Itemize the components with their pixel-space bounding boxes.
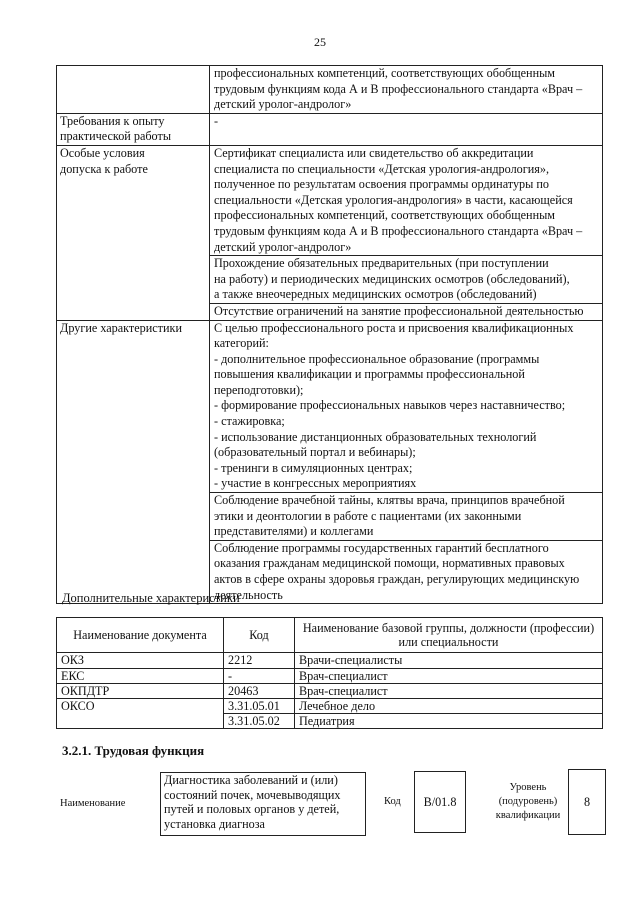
row-label: Другие характеристики [57, 320, 210, 604]
table-row [57, 66, 603, 114]
cell-code: 20463 [224, 683, 295, 698]
cell-name: Врач-специалист [295, 683, 603, 698]
section-title: 3.2.1. Трудовая функция [62, 743, 205, 758]
cell-code: - [224, 668, 295, 683]
table-row [57, 113, 603, 145]
paragraph: Отсутствие ограничений на занятие профессиональной деятельностью [210, 303, 602, 320]
header-doc: Наименование документа [57, 618, 224, 653]
table-row [57, 699, 603, 714]
qualification-table [56, 65, 603, 604]
function-name-label: Наименование [60, 798, 126, 809]
paragraph: Соблюдение программы государственных гарантий бесплатного оказания гражданам медицинской помощи, нормативных правовых актов в сфере охраны здоровья граждан, регулирующих медицинскую деятельность [210, 540, 602, 603]
cell-name: Педиатрия [295, 714, 603, 729]
table-header [57, 618, 603, 653]
table-row [57, 668, 603, 683]
cell-code: 3.31.05.02 [224, 714, 295, 729]
row-content [210, 113, 603, 145]
header-name: Наименование базовой группы, должности (профессии) или специальности [295, 618, 603, 653]
additional-table [56, 617, 603, 729]
row-content [210, 145, 603, 320]
cell-doc: ЕКС [57, 668, 224, 683]
function-code-box: В/01.8 [414, 771, 466, 833]
paragraph: Сертификат специалиста или свидетельство об аккредитации специалиста по специальности «Детская урология-андрология», полученное по результатам освоения программы ординатуры по специальности «Детская урология-андрология» в части, касающейся профессиональных компетенций, соответствующих обобщенным трудовым функциям кода А и В профессионального стандарта «Врач – детский уролог-андролог» [214, 145, 583, 254]
paragraph: профессиональных компетенций, соответствующих обобщенным трудовым функциям кода А и В профессионального стандарта «Врач – детский уролог-андролог» [214, 66, 583, 112]
page-number: 25 [314, 35, 326, 49]
row-label: Особые условия допуска к работе [57, 145, 210, 320]
row-label [57, 66, 210, 114]
qualification-level-box: 8 [568, 769, 606, 835]
cell-name: Лечебное дело [295, 699, 603, 714]
cell-doc: ОКПДТР [57, 683, 224, 698]
row-content [210, 320, 603, 604]
function-name-box: Диагностика заболеваний и (или) состояний почек, мочевыводящих путей и половых органов у детей, установка диагноза [160, 772, 366, 836]
paragraph: С целью профессионального роста и присвоения квалификационных категорий: - дополнительное профессиональное образование (программы повышения квалификации и программы профессиональной переподготовки); - формирование профессиональных навыков через наставничество; - стажировка; - использование дистанционных образовательных технологий (образовательный портал и вебинары); - тренинги в симуляционных центрах; - участие в конгрессных мероприятиях [214, 320, 574, 491]
table-row [57, 320, 603, 604]
additional-title: Дополнительные характеристики [62, 591, 240, 605]
cell-doc: ОКЗ [57, 653, 224, 668]
table-row [57, 145, 603, 320]
paragraph: Соблюдение врачебной тайны, клятвы врача, принципов врачебной этики и деонтологии в работе с пациентами (их законными представителями) и коллегами [210, 492, 602, 540]
table-row [57, 683, 603, 698]
cell-name: Врач-специалист [295, 668, 603, 683]
qualification-level-label: Уровень (подуровень) квалификации [495, 782, 561, 821]
header-code: Код [224, 618, 295, 653]
table-row [57, 653, 603, 668]
cell-doc: ОКСО [57, 699, 224, 729]
row-content [210, 66, 603, 114]
function-code-label: Код [384, 796, 401, 807]
cell-code: 3.31.05.01 [224, 699, 295, 714]
cell-code: 2212 [224, 653, 295, 668]
row-label: Требования к опыту практической работы [57, 113, 210, 145]
paragraph: Прохождение обязательных предварительных (при поступлении на работу) и периодических медицинских осмотров (обследований), а также внеочередных медицинских осмотров (обследований) [210, 255, 602, 303]
paragraph: - [214, 113, 219, 128]
cell-name: Врачи-специалисты [295, 653, 603, 668]
